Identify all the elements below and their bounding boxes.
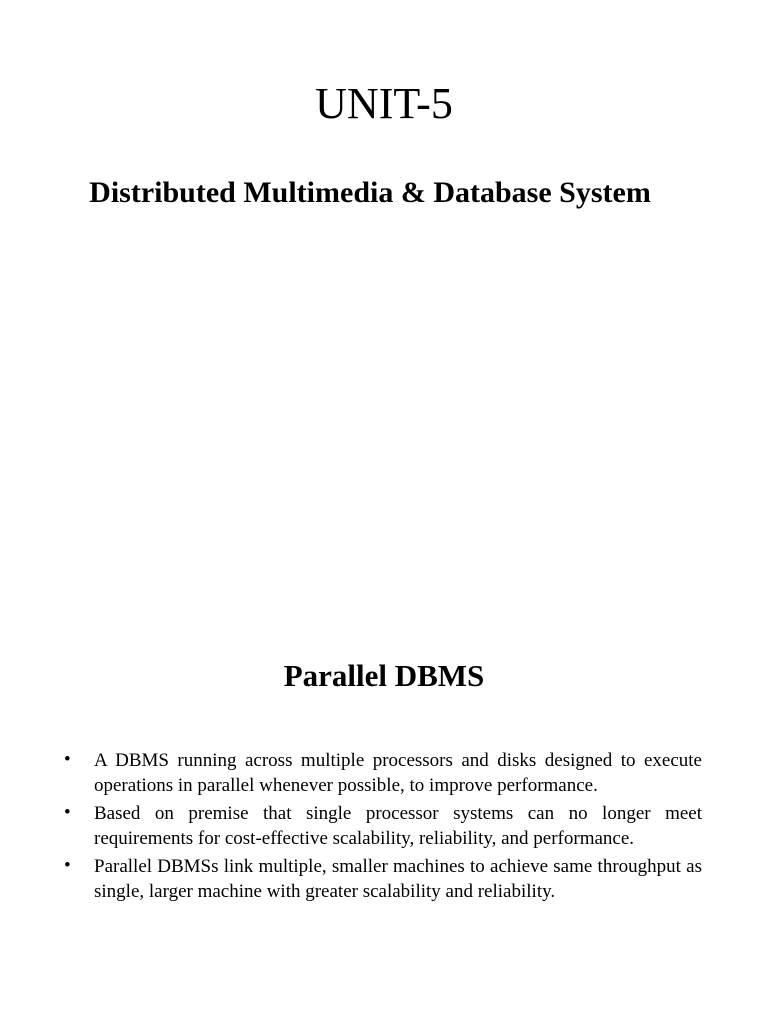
slide-parallel-dbms	[0, 512, 768, 1024]
section-title: Parallel DBMS	[283, 658, 485, 693]
bullet-item	[62, 854, 702, 904]
bullet-list	[62, 748, 702, 907]
bullet-text: A DBMS running across multiple processors and disks designed to execute operations in parallel whenever possible, to improve performance.	[94, 750, 702, 796]
bullet-item	[62, 748, 702, 798]
bullet-item	[62, 801, 702, 851]
bullet-text: Parallel DBMSs link multiple, smaller machines to achieve same throughput as single, larger machine with greater scalability and reliability.	[94, 856, 702, 902]
unit-title: UNIT-5	[315, 79, 453, 128]
bullet-icon: •	[64, 855, 71, 876]
unit-subtitle: Distributed Multimedia & Database System	[89, 176, 651, 209]
bullet-icon: •	[64, 802, 71, 823]
bullet-text: Based on premise that single processor systems can no longer meet requirements for cost-effective scalability, reliability, and performance.	[94, 803, 702, 849]
bullet-icon: •	[64, 749, 71, 770]
